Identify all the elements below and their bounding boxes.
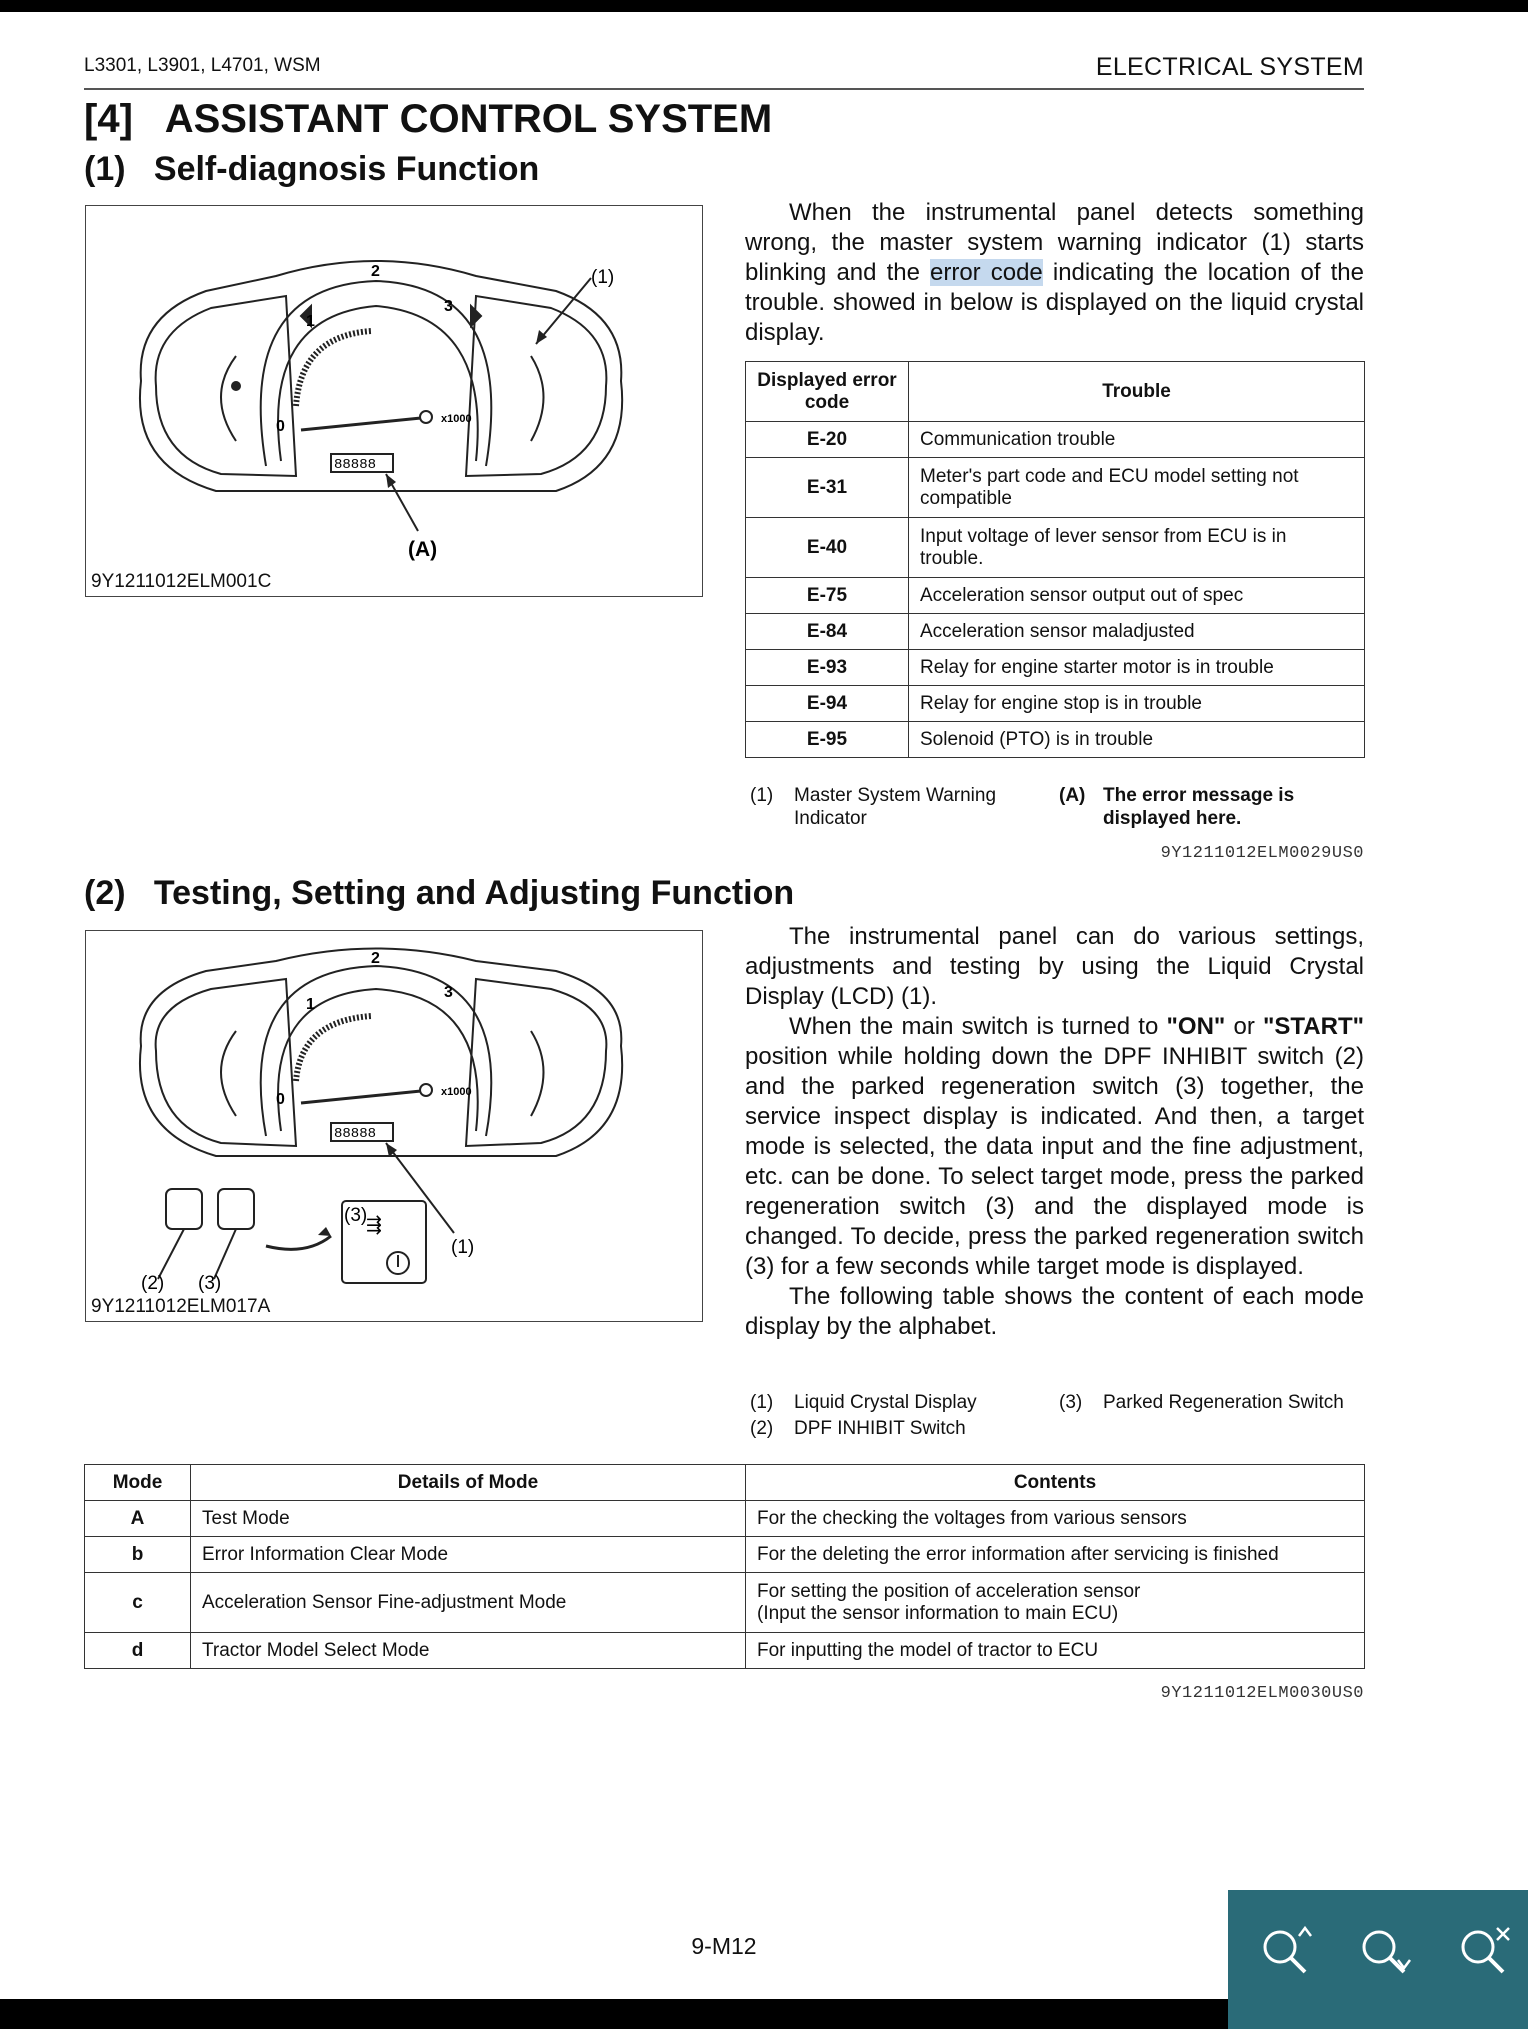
- error-trouble: Input voltage of lever sensor from ECU is in trouble.: [909, 518, 1365, 578]
- callout-3: (3): [198, 1273, 222, 1294]
- figure-2-legend-item-2: (2) DPF INHIBIT Switch: [750, 1418, 966, 1439]
- figure-1-code: 9Y1211012ELM001C: [91, 571, 272, 592]
- callout-3-inset: (3): [344, 1205, 368, 1226]
- section-title: [4] ASSISTANT CONTROL SYSTEM: [84, 97, 773, 141]
- mode-contents: For the deleting the error information after servicing is finished: [746, 1537, 1365, 1573]
- testing-paragraph-3: The following table shows the content of each mode display by the alphabet.: [745, 1283, 1364, 1340]
- mode-table-header-contents: Contents: [746, 1465, 1365, 1501]
- svg-text:2: 2: [371, 950, 380, 967]
- svg-text:2: 2: [371, 263, 380, 280]
- subsection-2-title: (2) Testing, Setting and Adjusting Function: [84, 874, 795, 912]
- callout-A: (A): [408, 538, 438, 561]
- error-code: E-40: [746, 518, 909, 578]
- svg-text:3: 3: [444, 984, 453, 1001]
- page-number: 9-M12: [691, 1933, 757, 1959]
- svg-text:x1000: x1000: [441, 1086, 472, 1098]
- zoom-reset-icon: [1453, 1922, 1515, 1984]
- mode-details: Tractor Model Select Mode: [191, 1633, 746, 1669]
- error-trouble: Meter's part code and ECU model setting not compatible: [909, 458, 1365, 518]
- reference-code-2: 9Y1211012ELM0030US0: [1160, 1684, 1364, 1703]
- error-code: E-95: [746, 722, 909, 758]
- figure-2-legend-item-3: (3) Parked Regeneration Switch: [1059, 1392, 1344, 1413]
- error-trouble: Relay for engine starter motor is in trouble: [909, 650, 1365, 686]
- svg-text:0: 0: [276, 418, 285, 435]
- zoom-out-button[interactable]: [1354, 1922, 1416, 1984]
- header-rule: [84, 88, 1364, 90]
- reference-code-1: 9Y1211012ELM0029US0: [1160, 844, 1364, 863]
- mode-table-header-details: Details of Mode: [191, 1465, 746, 1501]
- error-code: E-94: [746, 686, 909, 722]
- zoom-in-button[interactable]: [1255, 1922, 1317, 1984]
- highlighted-search-term: error code: [930, 259, 1043, 286]
- error-table-header-trouble: Trouble: [909, 362, 1365, 422]
- error-trouble: Acceleration sensor maladjusted: [909, 614, 1365, 650]
- error-code: E-75: [746, 578, 909, 614]
- mode-table: [84, 1464, 1365, 1669]
- svg-text:0: 0: [276, 1091, 285, 1108]
- mode-letter: A: [85, 1501, 191, 1537]
- header-models: L3301, L3901, L4701, WSM: [84, 55, 321, 76]
- mode-contents: For the checking the voltages from various sensors: [746, 1501, 1365, 1537]
- mode-details: Error Information Clear Mode: [191, 1537, 746, 1573]
- error-code-table: [745, 361, 1365, 758]
- testing-paragraph: The instrumental panel can do various settings, adjustments and testing by using the Liquid Crystal Display (LCD) (1). When the main switch is turned to "ON" or "START" position while holding down the DPF INHIBIT switch (2) and the parked regeneration switch (3) together, the service inspect display is indicated. And then, a target mode is selected, the data input and the fine adjustment, etc. can be done. To select target mode, press the parked regeneration switch (3) and the displayed mode is changed. To decide, press the parked regeneration switch (3) for a few seconds while target mode is displayed. The following table shows the content of each mode display by the alphabet.: [745, 923, 1364, 1340]
- zoom-out-icon: [1354, 1922, 1416, 1984]
- figure-1-legend-item-1: (1) Master System Warning Indicator: [750, 785, 997, 829]
- mode-letter: c: [85, 1573, 191, 1633]
- mode-letter: d: [85, 1633, 191, 1669]
- error-table-header-code: Displayed error code: [746, 362, 909, 422]
- error-code: E-20: [746, 422, 909, 458]
- figure-2-code: 9Y1211012ELM017A: [91, 1296, 271, 1317]
- callout-1: (1): [591, 267, 615, 288]
- lcd-readout-2: 88888: [334, 1126, 377, 1142]
- mode-contents: For setting the position of acceleration sensor (Input the sensor information to main ECU): [746, 1573, 1365, 1633]
- lcd-readout-1: 88888: [334, 457, 377, 473]
- subsection-1-title: (1) Self-diagnosis Function: [84, 150, 540, 188]
- instrument-panel-drawing-2: [86, 931, 702, 1321]
- error-trouble: Relay for engine stop is in trouble: [909, 686, 1365, 722]
- error-code: E-31: [746, 458, 909, 518]
- error-trouble: Acceleration sensor output out of spec: [909, 578, 1365, 614]
- mode-table-header-mode: Mode: [85, 1465, 191, 1501]
- zoom-in-icon: [1255, 1922, 1317, 1984]
- error-trouble: Communication trouble: [909, 422, 1365, 458]
- instrument-panel-figure-1: [85, 205, 703, 597]
- svg-text:⇶: ⇶: [366, 1214, 382, 1236]
- svg-text:3: 3: [444, 298, 453, 315]
- instrument-panel-figure-2: [85, 930, 703, 1322]
- svg-text:x1000: x1000: [441, 413, 472, 425]
- zoom-toolbar: [1228, 1890, 1528, 2029]
- instrument-panel-drawing: [86, 206, 702, 596]
- svg-text:1: 1: [306, 996, 315, 1013]
- error-code: E-93: [746, 650, 909, 686]
- mode-details: Acceleration Sensor Fine-adjustment Mode: [191, 1573, 746, 1633]
- error-code: E-84: [746, 614, 909, 650]
- callout-2: (2): [141, 1273, 165, 1294]
- mode-contents: For inputting the model of tractor to ECU: [746, 1633, 1365, 1669]
- mode-details: Test Mode: [191, 1501, 746, 1537]
- self-diagnosis-paragraph: When the instrumental panel detects something wrong, the master system warning indicator (1) starts blinking and the error code indicating the location of the trouble. showed in below is displayed on the liquid crystal display.: [745, 199, 1365, 346]
- callout-1-lcd: (1): [451, 1237, 475, 1258]
- svg-text:1: 1: [306, 313, 315, 330]
- top-border: [0, 0, 1528, 12]
- error-trouble: Solenoid (PTO) is in trouble: [909, 722, 1365, 758]
- header-section: ELECTRICAL SYSTEM: [1095, 53, 1364, 81]
- zoom-reset-button[interactable]: [1453, 1922, 1515, 1984]
- testing-paragraph-1: The instrumental panel can do various settings, adjustments and testing by using the Liquid Crystal Display (LCD) (1).: [745, 923, 1364, 1010]
- figure-2-legend-item-1: (1) Liquid Crystal Display: [750, 1392, 977, 1413]
- figure-1-legend-item-A: (A) The error message is displayed here.: [1059, 785, 1295, 829]
- mode-letter: b: [85, 1537, 191, 1573]
